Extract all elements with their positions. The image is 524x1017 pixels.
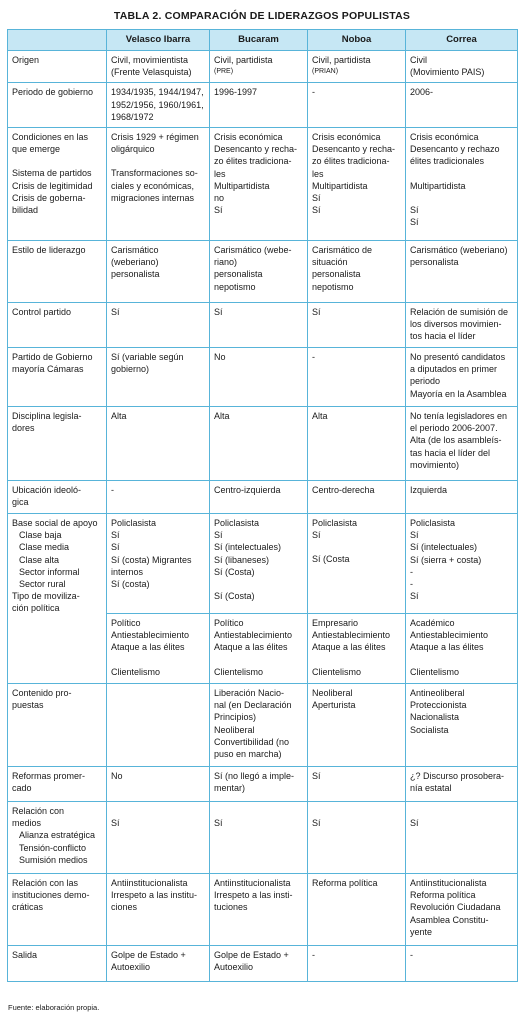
row-label: Condiciones en las que emerge Sistema de partidos Crisis de legitimidad Crisis de goberna- bilidad [8,128,107,241]
cell-noboa: Empresario Antiestablecimiento Ataque a las élites Clientelismo [308,614,406,684]
table-row [8,767,518,802]
cell-bucaram: Sí (no llegó a imple- mentar) [210,767,308,802]
cell-noboa: Centro-derecha [308,481,406,514]
row-label: Salida [8,946,107,982]
cell-noboa: Carismático de situación personalista nepotismo [308,241,406,303]
row-label: Origen [8,51,107,83]
table-row [8,481,518,514]
table-row [8,802,518,874]
cell-bucaram: Liberación Nacio- nal (en Declaración Principios) Neoliberal Convertibilidad (no puso en marcha) [210,684,308,767]
cell-bucaram: Centro-izquierda [210,481,308,514]
cell-noboa: - [308,946,406,982]
header-row [8,30,518,51]
row-label: Base social de apoyo Clase baja Clase media Clase alta Sector informal Sector rural Tipo de moviliza- ción política [8,514,107,684]
row-label: Disciplina legisla- dores [8,407,107,481]
table-row [8,128,518,241]
cell-velasco: Sí [107,802,210,874]
cell-bucaram: Antiinstitucionalista Irrespeto a las insti- tuciones [210,874,308,946]
cell-noboa: Sí [308,303,406,348]
row-label: Contenido pro- puestas [8,684,107,767]
row-label: Relación con las instituciones demo- cráticas [8,874,107,946]
cell-bucaram: No [210,348,308,407]
header-noboa: Noboa [308,30,406,51]
cell-bucaram: 1996-1997 [210,83,308,128]
row-label: Estilo de liderazgo [8,241,107,303]
comparison-table [7,29,518,982]
header-correa: Correa [406,30,518,51]
row-label: Reformas promer- cado [8,767,107,802]
cell-velasco: Alta [107,407,210,481]
cell-bucaram: Golpe de Estado + Autoexilio [210,946,308,982]
cell-noboa: Civil, partidista (PRIAN) [308,51,406,83]
row-label: Relación con medios Alianza estratégica Tensión-conflicto Sumisión medios [8,802,107,874]
cell-velasco: Golpe de Estado + Autoexilio [107,946,210,982]
cell-velasco: Policlasista Sí Sí Sí (costa) Migrantes internos Sí (costa) [107,514,210,614]
cell-bucaram: Político Antiestablecimiento Ataque a las élites Clientelismo [210,614,308,684]
cell-correa: No presentó candidatos a diputados en primer periodo Mayoría en la Asamblea [406,348,518,407]
table-row [8,684,518,767]
cell-bucaram: Sí [210,303,308,348]
cell-correa: Académico Antiestablecimiento Ataque a las élites Clientelismo [406,614,518,684]
table-row [8,946,518,982]
cell-noboa: Sí [308,802,406,874]
cell-bucaram: Carismático (webe- riano) personalista nepotismo [210,241,308,303]
header-bucaram: Bucaram [210,30,308,51]
source-note: Fuente: elaboración propia. [8,1003,100,1012]
cell-velasco: Carismático (weberiano) personalista [107,241,210,303]
cell-noboa: Policlasista Sí Sí (Costa [308,514,406,614]
cell-velasco: 1934/1935, 1944/1947, 1952/1956, 1960/1961, 1968/1972 [107,83,210,128]
cell-noboa: Sí [308,767,406,802]
cell-velasco: Sí (variable según gobierno) [107,348,210,407]
cell-correa: Izquierda [406,481,518,514]
cell-noboa: - [308,83,406,128]
cell-noboa: Crisis económica Desencanto y recha- zo élites tradiciona- les Multipartidista Sí Sí [308,128,406,241]
table-row [8,407,518,481]
table-row [8,874,518,946]
cell-bucaram: Crisis económica Desencanto y recha- zo élites tradiciona- les Multipartidista no Sí [210,128,308,241]
table-row [8,348,518,407]
row-label: Partido de Gobierno mayoría Cámaras [8,348,107,407]
cell-bucaram: Sí [210,802,308,874]
cell-bucaram: Alta [210,407,308,481]
cell-correa: Sí [406,802,518,874]
cell-bucaram: Policlasista Sí Sí (intelectuales) Sí (libaneses) Sí (Costa) Sí (Costa) [210,514,308,614]
table-row [8,514,518,614]
cell-correa: Carismático (weberiano) personalista [406,241,518,303]
row-label: Ubicación ideoló- gica [8,481,107,514]
cell-velasco: Político Antiestablecimiento Ataque a las élites Clientelismo [107,614,210,684]
header-velasco: Velasco Ibarra [107,30,210,51]
cell-correa: 2006- [406,83,518,128]
cell-correa: No tenía legisladores en el periodo 2006-2007. Alta (de los asambleís- tas hacia el líder del movimiento) [406,407,518,481]
cell-velasco: Sí [107,303,210,348]
cell-noboa: Reforma política [308,874,406,946]
table-row [8,51,518,83]
cell-noboa: - [308,348,406,407]
row-label: Control partido [8,303,107,348]
cell-velasco: Civil, movimientista (Frente Velasquista) [107,51,210,83]
cell-correa: Relación de sumisión de los diversos movimien- tos hacia el líder [406,303,518,348]
cell-correa: Antineoliberal Proteccionista Nacionalista Socialista [406,684,518,767]
cell-noboa: Neoliberal Aperturista [308,684,406,767]
cell-noboa: Alta [308,407,406,481]
table-row [8,303,518,348]
table-title: TABLA 2. COMPARACIÓN DE LIDERAZGOS POPULISTAS [113,10,411,22]
cell-correa: Civil (Movimiento PAIS) [406,51,518,83]
header-empty [8,30,107,51]
cell-correa: Policlasista Sí Sí (intelectuales) Sí (sierra + costa) - - Sí [406,514,518,614]
row-label: Periodo de gobierno [8,83,107,128]
cell-bucaram: Civil, partidista (PRE) [210,51,308,83]
table-row [8,83,518,128]
cell-velasco [107,684,210,767]
cell-correa: Antiinstitucionalista Reforma política Revolución Ciudadana Asamblea Constitu- yente [406,874,518,946]
cell-velasco: Antiinstitucionalista Irrespeto a las institu- ciones [107,874,210,946]
cell-correa: - [406,946,518,982]
cell-correa: ¿? Discurso prosobera- nía estatal [406,767,518,802]
cell-velasco: No [107,767,210,802]
cell-correa: Crisis económica Desencanto y rechazo élites tradicionales Multipartidista Sí Sí [406,128,518,241]
table-row [8,241,518,303]
cell-velasco: - [107,481,210,514]
cell-velasco: Crisis 1929 + régimen oligárquico Transformaciones so- ciales y económicas, migraciones internas [107,128,210,241]
